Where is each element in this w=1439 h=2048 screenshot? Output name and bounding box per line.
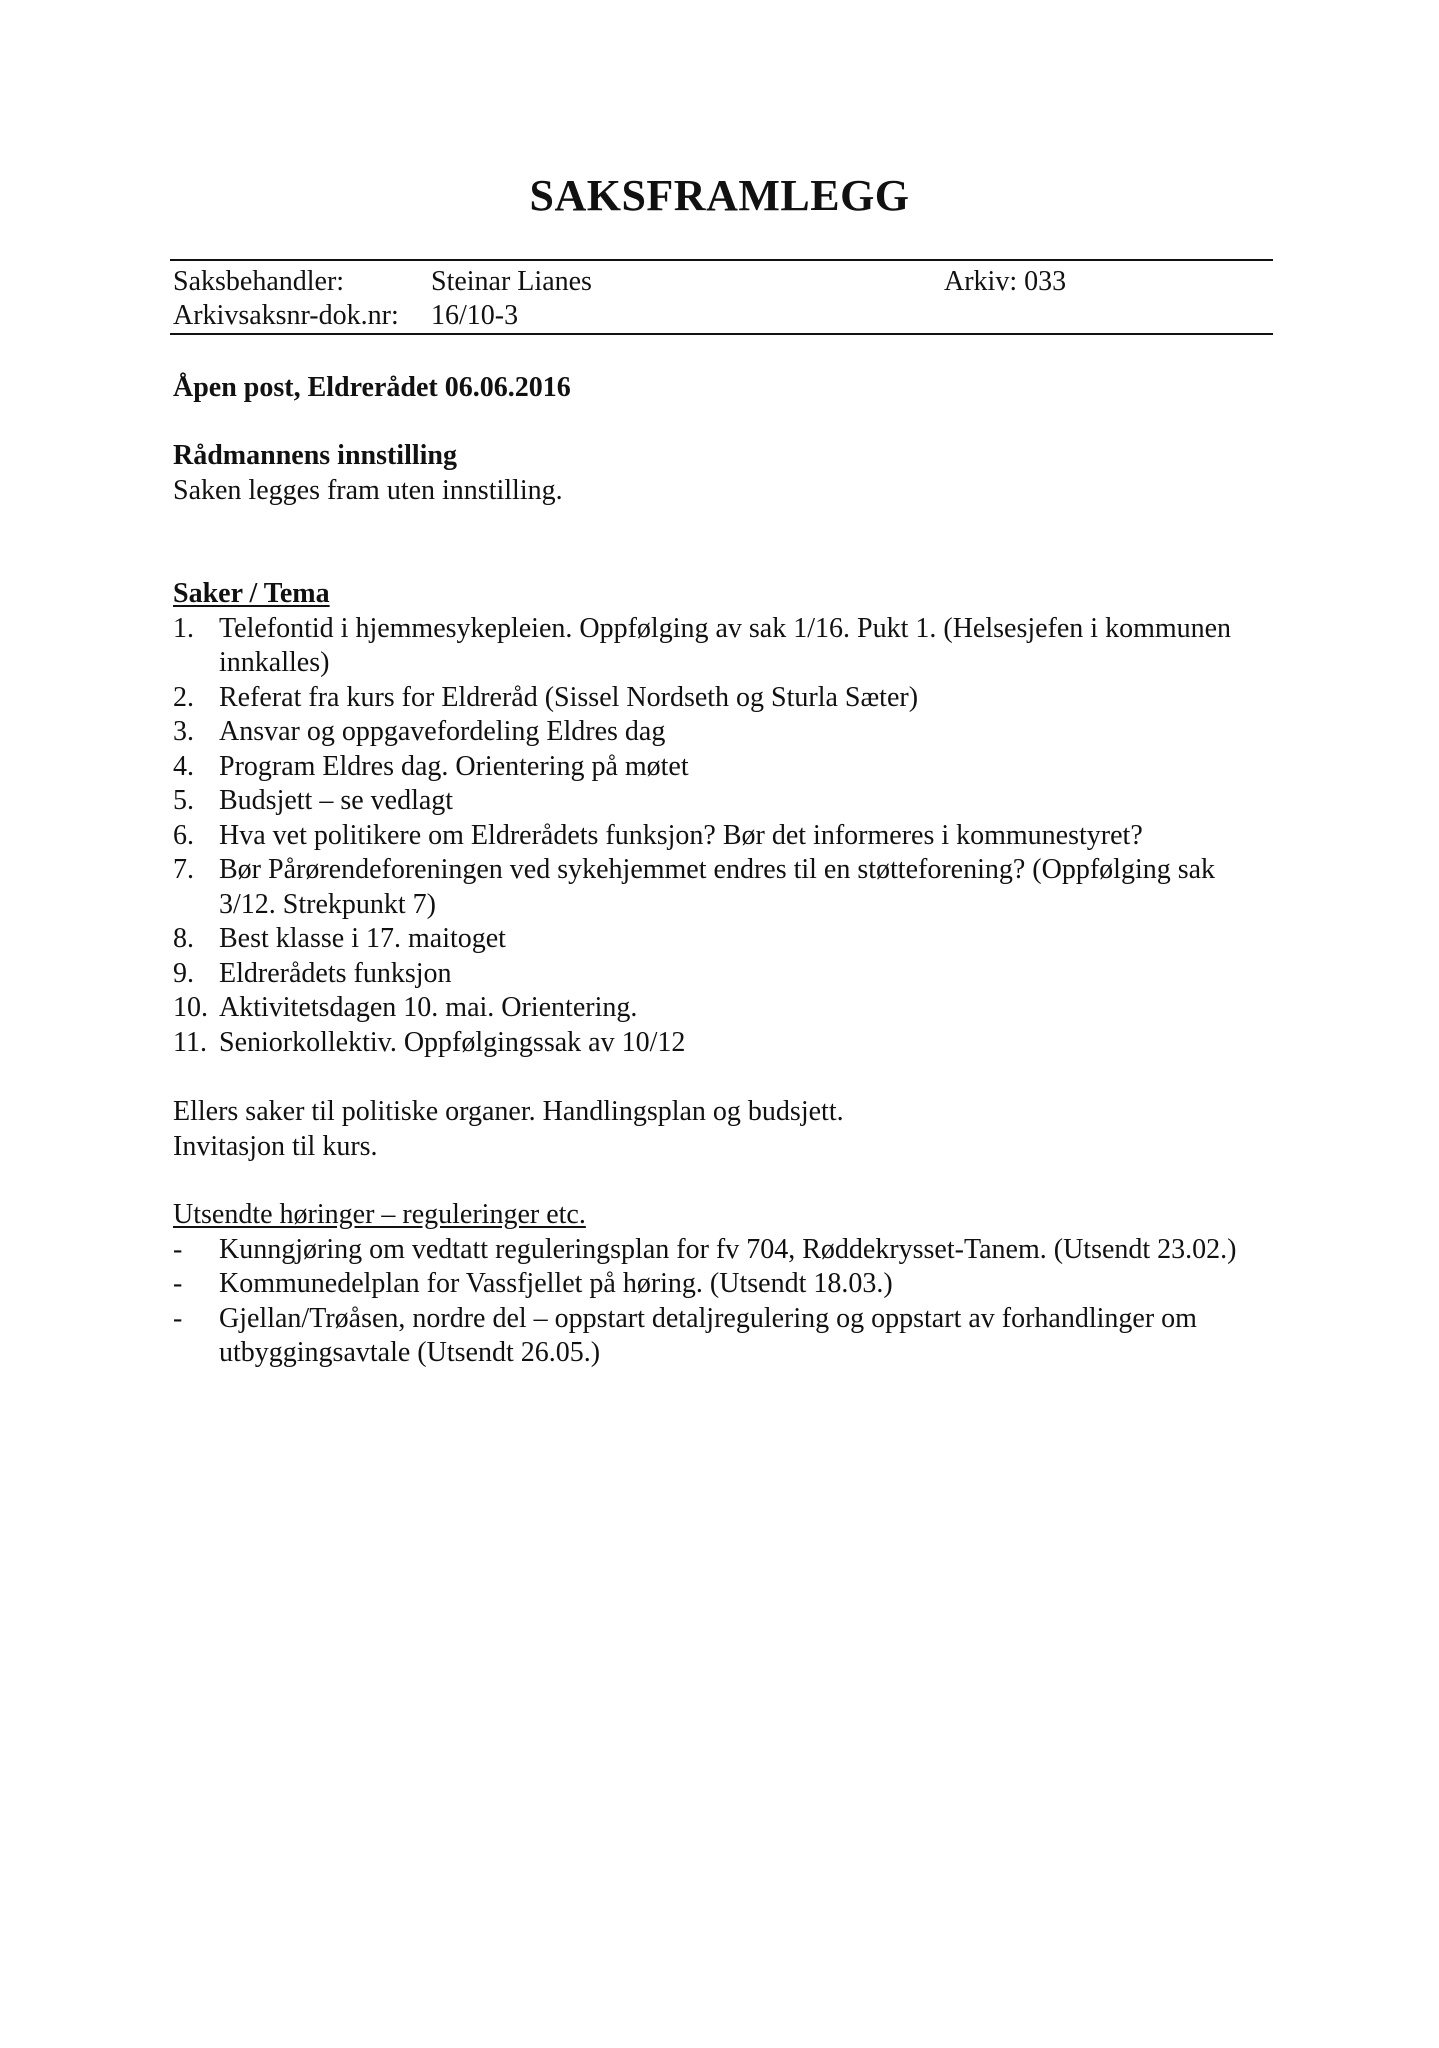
ellers-line-2: Invitasjon til kurs. — [173, 1130, 378, 1162]
horinger-list — [173, 1233, 1273, 1371]
saker-section — [173, 577, 1273, 1060]
list-item: 1. Telefontid i hjemmesykepleien. Oppfølging av sak 1/16. Pukt 1. (Helsesjefen i kommunen innkalles) — [173, 612, 1232, 678]
list-item: 4. Program Eldres dag. Orientering på møtet — [173, 750, 689, 782]
arkivsaksnr-label: Arkivsaksnr-dok.nr: — [173, 300, 399, 331]
list-item: 2. Referat fra kurs for Eldreråd (Sissel Nordseth og Sturla Sæter) — [173, 681, 919, 713]
radmannens-heading: Rådmannens innstilling — [173, 440, 457, 471]
list-item: 8. Best klasse i 17. maitoget — [173, 923, 506, 954]
list-item: 11. Seniorkollektiv. Oppfølgingssak av 10/12 — [173, 1026, 686, 1058]
header-top-rule — [170, 259, 1273, 261]
list-item: 5. Budsjett – se vedlagt — [173, 785, 454, 816]
horinger-heading: Utsendte høringer – reguleringer etc. — [173, 1199, 586, 1230]
ellers-line-1: Ellers saker til politiske organer. Handlingsplan og budsjett. — [173, 1096, 844, 1127]
list-item: 7. Bør Pårørendeforeningen ved sykehjemmet endres til en støtteforening? (Oppfølging sak 3/12. Strekpunkt 7) — [173, 854, 1216, 920]
horinger-section — [173, 1198, 1273, 1371]
saksbehandler-value: Steinar Lianes — [431, 266, 592, 297]
ellers-section — [173, 1095, 1273, 1164]
saker-list — [173, 612, 1273, 1061]
document-title: SAKSFRAMLEGG — [529, 171, 910, 220]
arkivsaksnr-value: 16/10-3 — [431, 300, 519, 331]
list-item: - Kommunedelplan for Vassfjellet på høring. (Utsendt 18.03.) — [173, 1268, 893, 1299]
list-item: 3. Ansvar og oppgavefordeling Eldres dag — [173, 716, 666, 747]
arkiv-value: Arkiv: 033 — [944, 266, 1067, 297]
open-post-heading: Åpen post, Eldrerådet 06.06.2016 — [173, 372, 571, 403]
list-item: 6. Hva vet politikere om Eldrerådets funksjon? Bør det informeres i kommunestyret? — [173, 819, 1143, 851]
list-item: - Kunngjøring om vedtatt reguleringsplan for fv 704, Røddekrysset-Tanem. (Utsendt 23.02.) — [173, 1233, 1237, 1265]
header-bottom-rule — [170, 333, 1273, 335]
list-item: - Gjellan/Trøåsen, nordre del – oppstart detaljregulering og oppstart av forhandlinger om utbyggingsavtale (Utsendt 26.05.) — [173, 1302, 1197, 1368]
list-item: 9. Eldrerådets funksjon — [173, 957, 452, 989]
list-item: 10. Aktivitetsdagen 10. mai. Orientering. — [173, 992, 638, 1023]
radmannens-section — [173, 439, 1273, 508]
saker-heading: Saker / Tema — [173, 578, 330, 609]
saksbehandler-label: Saksbehandler: — [173, 266, 345, 297]
radmannens-text: Saken legges fram uten innstilling. — [173, 474, 563, 506]
